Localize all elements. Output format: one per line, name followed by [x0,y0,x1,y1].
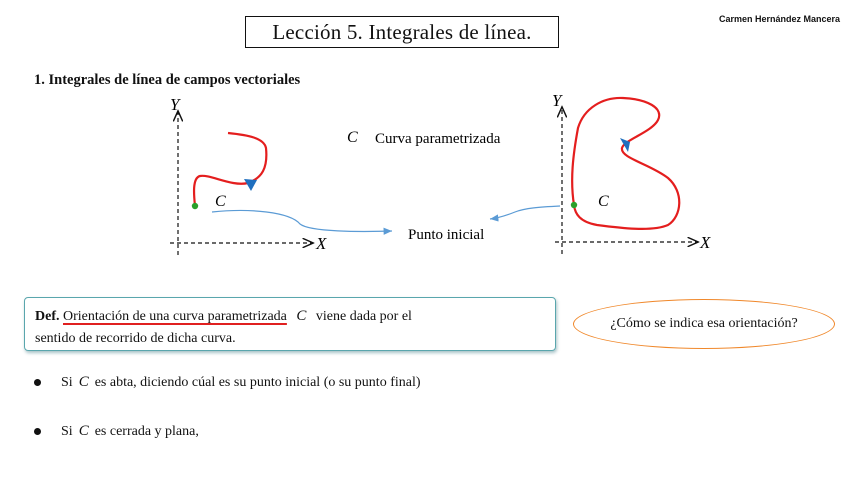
bullet-dot [34,428,41,435]
left-curve-label: C [215,193,226,210]
lesson-title-text: Lección 5. Integrales de línea. [272,19,532,44]
bullet-dot [34,379,41,386]
bullet-symbol: C [78,374,89,390]
definition-box [24,297,556,351]
question-text: ¿Cómo se indica esa orientación? [610,316,798,331]
curve-description: Curva parametrizada [375,131,501,147]
definition-term: Orientación de una curva parametrizada [63,309,287,324]
bullet-closed-curve [34,423,199,440]
left-curve [194,133,266,206]
section-title: 1. Integrales de línea de campos vectoriales [34,72,301,88]
left-orientation-arrow [244,179,257,191]
right-x-label: X [700,233,711,252]
right-pointer-arrow [490,206,560,219]
bullet-text: es cerrada y plana, [94,423,199,439]
definition-symbol: C [296,308,307,324]
right-curve [572,98,679,229]
definition-line-1 [35,305,545,328]
left-start-point [192,203,198,209]
bullet-prefix: Si [61,374,73,390]
definition-rest: viene dada por el [315,309,412,324]
left-y-label: Y [170,95,180,114]
bullet-open-curve [34,374,421,391]
right-y-label: Y [552,91,562,110]
bullet-symbol: C [78,423,89,439]
right-curve-label: C [598,193,609,210]
left-x-label: X [316,234,327,253]
start-point-label: Punto inicial [408,227,485,243]
bullet-text: es abta, diciendo cúal es su punto inicial (o su punto final) [94,374,421,390]
author-name: Carmen Hernández Mancera [718,14,840,24]
curve-symbol: C [347,129,358,146]
orientation-question [573,299,835,349]
left-pointer-arrow [212,211,392,232]
definition-line-2: sentido de recorrido de dicha curva. [35,331,236,346]
definition-label: Def. [35,309,60,324]
right-start-point [571,202,577,208]
bullet-prefix: Si [61,423,73,439]
